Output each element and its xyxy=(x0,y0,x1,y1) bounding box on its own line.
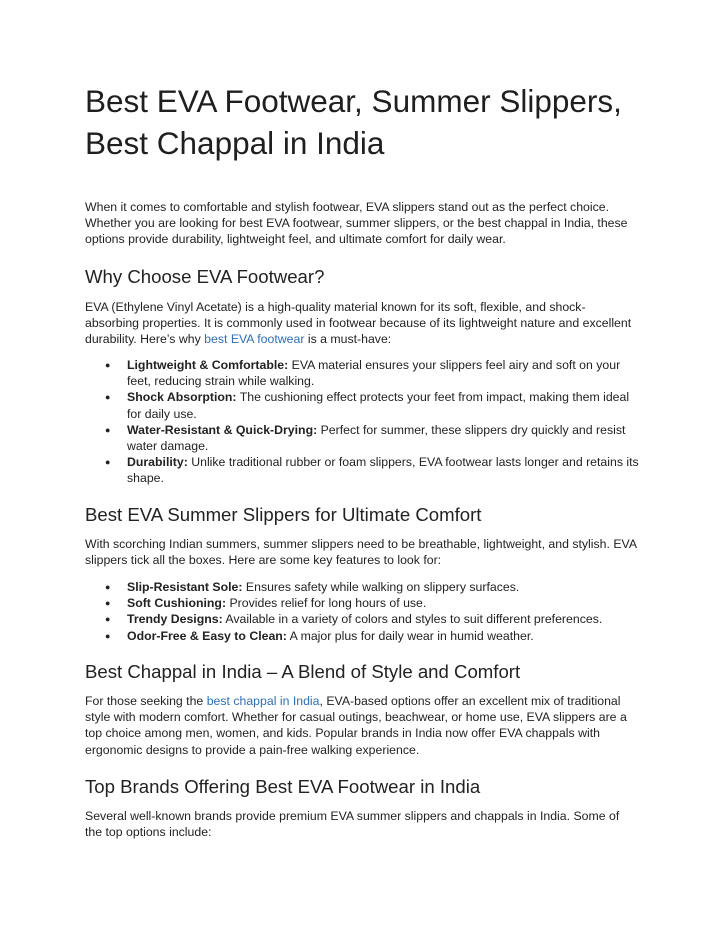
item-label: Lightweight & Comfortable: xyxy=(127,358,289,372)
list-item xyxy=(85,611,645,627)
features-list xyxy=(85,579,645,644)
item-text: The cushioning effect protects your feet from impact, making them ideal for daily use. xyxy=(127,390,630,421)
item-label: Water-Resistant & Quick-Drying: xyxy=(127,422,318,437)
heading-why-choose: Why Choose EVA Footwear? xyxy=(85,266,325,287)
item-text: Available in a variety of colors and styles to suit different preferences. xyxy=(222,612,603,627)
list-item xyxy=(85,357,645,389)
intro-paragraph: When it comes to comfortable and stylish footwear, EVA slippers stand out as the perfect choice. Whether you are looking for best EVA footwear, summer slippers, or the best chappal in India, these options provide durability, lightweight feel, and ultimate comfort for daily wear. xyxy=(85,200,628,247)
list-item xyxy=(85,389,645,421)
list-item xyxy=(85,579,645,595)
brands-paragraph: Several well-known brands provide premium EVA summer slippers and chappals in India. Some of the top options include: xyxy=(85,809,620,840)
text: For those seeking the xyxy=(85,694,207,708)
item-label: Durability: xyxy=(127,455,188,470)
item-text: EVA material ensures your slippers feel airy and soft on your feet, reducing strain while walking. xyxy=(127,358,621,389)
heading-best-chappal: Best Chappal in India – A Blend of Style and Comfort xyxy=(85,661,521,682)
benefits-list xyxy=(85,357,645,487)
item-text: Unlike traditional rubber or foam slippers, EVA footwear lasts longer and retains its shape. xyxy=(127,455,639,486)
item-label: Trendy Designs: xyxy=(127,612,223,627)
best-eva-footwear-link[interactable]: best EVA footwear xyxy=(204,332,305,347)
list-item xyxy=(85,628,645,644)
item-text: Ensures safety while walking on slippery surfaces. xyxy=(242,580,520,594)
item-text: A major plus for daily wear in humid weather. xyxy=(286,628,534,643)
page-title: Best EVA Footwear, Summer Slippers, Best Chappal in India xyxy=(85,83,622,161)
list-item xyxy=(85,595,645,611)
best-chappal-link[interactable]: best chappal in India xyxy=(206,694,320,708)
text: , EVA-based options offer an excellent mix of traditional style with modern comfort. Whether for casual outings, beachwear, or home use, EVA slippers are a top choice among men, women, and kids. Popular brands in India now offer EVA chappals with ergonomic designs to provide a pain-free walking experience. xyxy=(85,694,627,757)
why-paragraph xyxy=(85,299,637,348)
item-text: Provides relief for long hours of use. xyxy=(226,596,427,611)
heading-top-brands: Top Brands Offering Best EVA Footwear in India xyxy=(85,776,481,797)
item-label: Slip-Resistant Sole: xyxy=(127,580,243,594)
item-label: Shock Absorption: xyxy=(127,390,237,405)
chappal-paragraph xyxy=(85,693,637,758)
item-label: Soft Cushioning: xyxy=(127,596,227,611)
text: is a must-have: xyxy=(304,332,392,347)
heading-summer-slippers: Best EVA Summer Slippers for Ultimate Comfort xyxy=(85,504,482,525)
item-text: Perfect for summer, these slippers dry quickly and resist water damage. xyxy=(127,422,626,454)
item-label: Odor-Free & Easy to Clean: xyxy=(127,628,287,643)
list-item xyxy=(85,454,645,486)
summer-paragraph: With scorching Indian summers, summer slippers need to be breathable, lightweight, and stylish. EVA slippers tick all the boxes. Here are some key features to look for: xyxy=(85,537,637,568)
text: EVA (Ethylene Vinyl Acetate) is a high-quality material known for its soft, flexible, and shock-absorbing properties. It is commonly used in footwear because of its lightweight nature and excellent durability. Here’s why xyxy=(85,300,632,347)
list-item xyxy=(85,422,645,454)
